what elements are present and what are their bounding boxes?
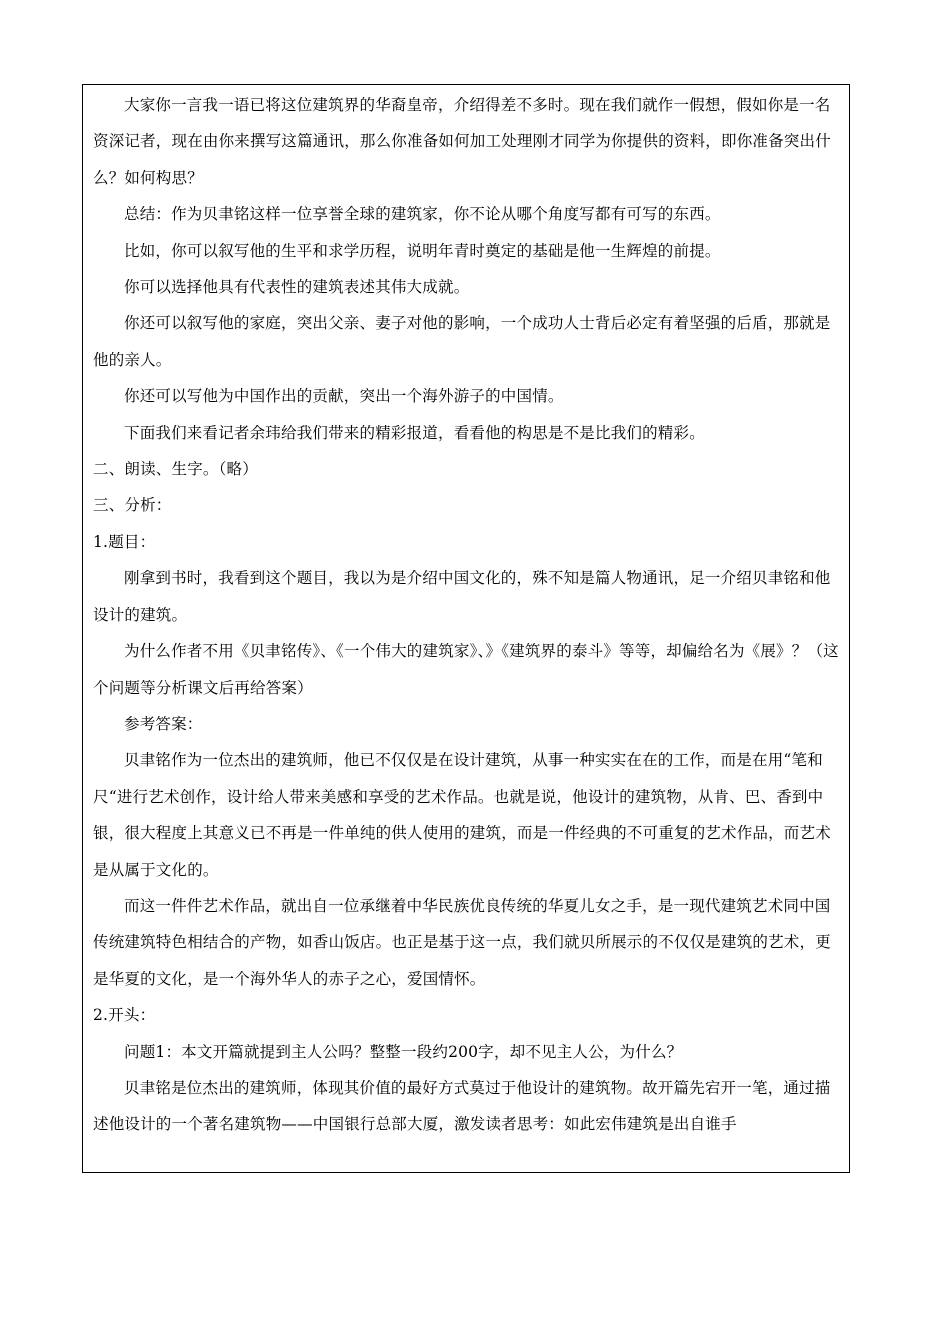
subsection-heading: 2.开头： xyxy=(93,1006,156,1025)
paragraph: 你还可以写他为中国作出的贡献，突出一个海外游子的中国情。 xyxy=(124,387,564,406)
section-heading: 三、分析： xyxy=(93,496,172,515)
paragraph: 刚拿到书时，我看到这个题目，我以为是介绍中国文化的，殊不知是篇人物通讯，足一介绍贝聿铭和他设计的建筑。 xyxy=(93,569,831,624)
paragraph: 贝聿铭作为一位杰出的建筑师，他已不仅仅是在设计建筑，从事一种实实在在的工作，而是在用“笔和尺“进行艺术创作，设计给人带来美感和享受的艺术作品。也就是说，他设计的建筑物，从肯、巴、香到中银，很大程度上其意义已不再是一件单纯的供人使用的建筑，而是一件经典的不可重复的艺术作品，而艺术是从属于文化的。 xyxy=(93,751,831,879)
paragraph: 下面我们来看记者余玮给我们带来的精彩报道，看看他的构思是不是比我们的精彩。 xyxy=(124,423,705,442)
paragraph: 参考答案： xyxy=(124,714,203,733)
paragraph: 你还可以叙写他的家庭，突出父亲、妻子对他的影响，一个成功人士背后必定有着坚强的后盾，那就是他的亲人。 xyxy=(93,314,831,369)
paragraph: 总结：作为贝聿铭这样一位享誉全球的建筑家，你不论从哪个角度写都有可写的东西。 xyxy=(124,205,721,224)
document-body xyxy=(93,85,845,1143)
paragraph: 贝聿铭是位杰出的建筑师，体现其价值的最好方式莫过于他设计的建筑物。故开篇先宕开一笔，通过描述他设计的一个著名建筑物——中国银行总部大厦，激发读者思考：如此宏伟建筑是出自谁手 xyxy=(93,1078,831,1134)
section-heading: 二、朗读、生字。（略） xyxy=(93,460,258,479)
paragraph: 你可以选择他具有代表性的建筑表述其伟大成就。 xyxy=(124,278,470,297)
document-table-cell xyxy=(82,84,850,1173)
paragraph: 而这一件件艺术作品，就出自一位承继着中华民族优良传统的华夏儿女之手，是一现代建筑艺术同中国传统建筑特色相结合的产物，如香山饭店。也正是基于这一点，我们就贝所展示的不仅仅是建筑的艺术，更是华夏的文化，是一个海外华人的赤子之心，爱国情怀。 xyxy=(93,896,831,988)
paragraph: 问题1：本文开篇就提到主人公吗？整整一段约200字，却不见主人公，为什么？ xyxy=(124,1042,683,1061)
paragraph: 大家你一言我一语已将这位建筑界的华裔皇帝，介绍得差不多时。现在我们就作一假想，假如你是一名资深记者，现在由你来撰写这篇通讯，那么你准备如何加工处理刚才同学为你提供的资料，即你准备突出什么？如何构思？ xyxy=(93,96,831,187)
paragraph: 比如，你可以叙写他的生平和求学历程，说明年青时奠定的基础是他一生辉煌的前提。 xyxy=(124,241,721,260)
subsection-heading: 1.题目： xyxy=(93,532,156,551)
paragraph: 为什么作者不用《贝聿铭传》、《一个伟大的建筑家》、》《建筑界的泰斗》等等，却偏给名为《展》？（这个问题等分析课文后再给答案） xyxy=(93,642,839,697)
